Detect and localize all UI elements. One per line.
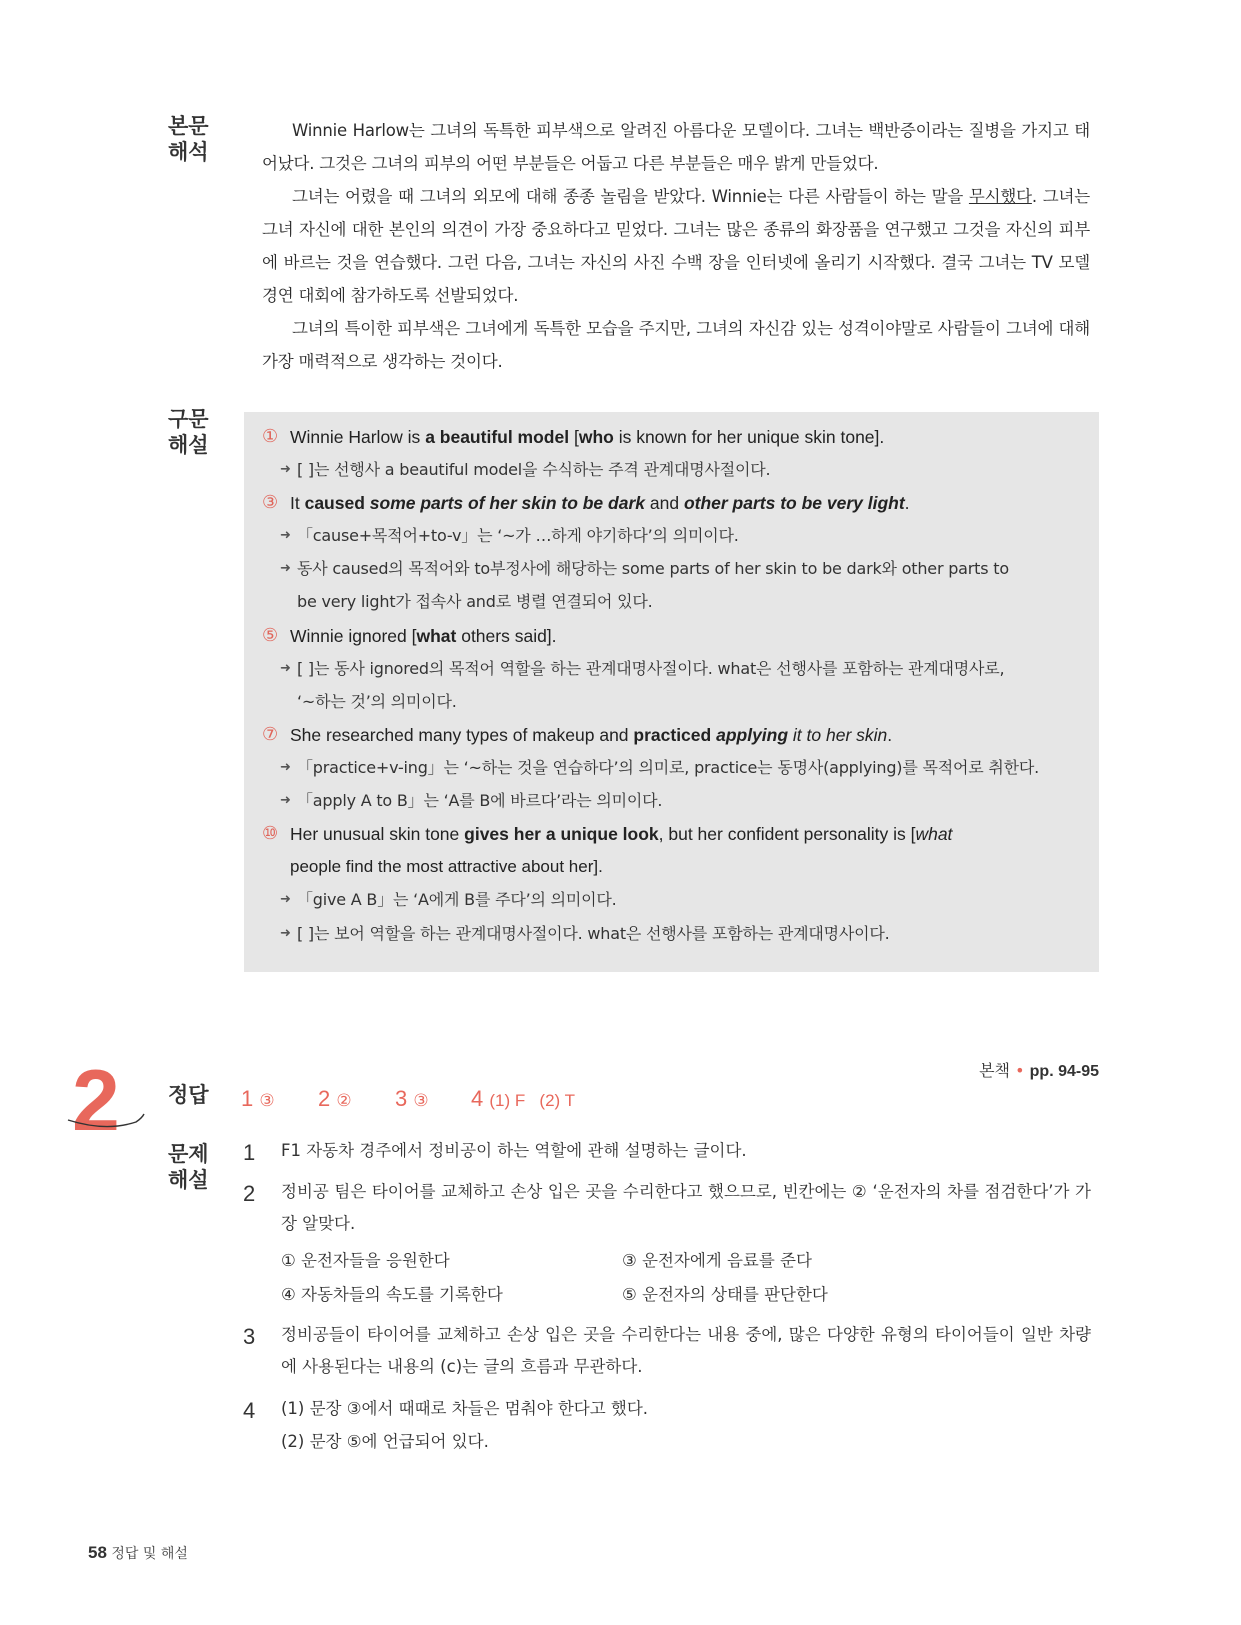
option: ① 운전자들을 응원한다 — [281, 1251, 450, 1270]
note-line: ➜ [ ]는 선행사 a beautiful model을 수식하는 주격 관계대명사절이다. — [297, 455, 770, 485]
note-line: ➜ [ ]는 보어 역할을 하는 관계대명사절이다. what은 선행사를 포함하는 관계대명사이다. — [297, 919, 890, 949]
question-explanation: F1 자동차 경주에서 정비공이 하는 역할에 관해 설명하는 글이다. — [281, 1141, 747, 1160]
question-explanation: (1) 문장 ③에서 때때로 차들은 멈춰야 한다고 했다. — [281, 1399, 649, 1418]
translation-paragraph: Winnie Harlow는 그녀의 독특한 피부색으로 알려진 아름다운 모델이다. 그녀는 백반증이라는 질병을 가지고 태어났다. 그것은 그녀의 피부의 어떤 부분들은 어둡고 다른 부분들은 매우 밝게 만들었다. — [262, 121, 1090, 173]
question-number: 2 — [243, 1181, 256, 1206]
sentence-number: ③ — [262, 492, 279, 513]
arrow-icon: ➜ — [280, 760, 291, 775]
note-line: ➜ 동사 caused의 목적어와 to부정사에 해당하는 some parts of her skin to be dark와 other parts to — [297, 554, 1009, 584]
question-explanation: (2) 문장 ⑤에 언급되어 있다. — [281, 1432, 489, 1451]
answer-3: 3 ③ — [395, 1086, 429, 1111]
explanation-label: 문제 해설 — [168, 1143, 209, 1192]
arrow-icon: ➜ — [280, 528, 291, 543]
note-line: ➜ 「give A B」는 ‘A에게 B를 주다’의 의미이다. — [297, 885, 617, 915]
question-number: 1 — [243, 1140, 256, 1165]
note-line: ➜ 「apply A to B」는 ‘A를 B에 바르다’라는 의미이다. — [297, 786, 662, 816]
question-number: 4 — [243, 1398, 256, 1423]
sentence-10: ⑩ Her unusual skin tone gives her a unique look, but her confident personality is [what — [290, 819, 952, 849]
note-line-continued: ‘~하는 것’의 의미이다. — [297, 692, 457, 711]
sentence-7: ⑦ She researched many types of makeup and practiced applying it to her skin. — [290, 720, 892, 750]
sentence-number: ① — [262, 426, 279, 447]
question-explanation: 정비공들이 타이어를 교체하고 손상 입은 곳을 수리한다는 내용 중에, 많은 다양한 유형의 타이어들이 일반 차량에 사용된다는 내용의 (c)는 글의 흐름과 무관하다. — [281, 1325, 1091, 1376]
section-label-translation: 본문 해석 — [168, 115, 209, 164]
question-explanation: 정비공 팀은 타이어를 교체하고 손상 입은 곳을 수리한다고 했으므로, 빈칸에는 ② ‘운전자의 차를 점검한다’가 가장 알맞다. — [281, 1182, 1091, 1233]
arrow-icon: ➜ — [280, 462, 291, 477]
page-footer — [88, 1543, 188, 1563]
page-reference: 본책 • pp. 94-95 — [979, 1061, 1099, 1080]
option: ④ 자동차들의 속도를 기록한다 — [281, 1285, 503, 1304]
section-label-syntax: 구문 해설 — [168, 408, 209, 457]
question-set-number: 2 — [72, 1053, 120, 1149]
translation-paragraph: 그녀의 특이한 피부색은 그녀에게 독특한 모습을 주지만, 그녀의 자신감 있는 성격이야말로 사람들이 그녀에 대해 가장 매력적으로 생각하는 것이다. — [262, 319, 1090, 371]
sentence-continued: people find the most attractive about her]. — [290, 857, 603, 876]
sentence-number: ⑦ — [262, 724, 279, 745]
option: ③ 운전자에게 음료를 준다 — [622, 1251, 812, 1270]
answer-4: 4 (1) F (2) T — [471, 1086, 576, 1111]
number-decoration-icon — [66, 1112, 146, 1136]
note-line: ➜ [ ]는 동사 ignored의 목적어 역할을 하는 관계대명사절이다. what은 선행사를 포함하는 관계대명사로, — [297, 654, 1004, 684]
note-line: ➜ 「practice+v-ing」는 ‘~하는 것을 연습하다’의 의미로, practice는 동명사(applying)를 목적어로 취한다. — [297, 753, 1039, 783]
underlined-word: 무시했다 — [968, 187, 1032, 206]
sentence-3: ③ It caused some parts of her skin to be dark and other parts to be very light. — [290, 488, 910, 518]
page-number: 58 — [88, 1543, 107, 1562]
note-line: ➜ 「cause+목적어+to-v」는 ‘~가 …하게 야기하다’의 의미이다. — [297, 521, 739, 551]
sentence-number: ⑤ — [262, 625, 279, 646]
sentence-number: ⑩ — [262, 823, 279, 844]
footer-title: 정답 및 해설 — [111, 1546, 188, 1562]
option: ⑤ 운전자의 상태를 판단한다 — [622, 1285, 828, 1304]
translation-body — [262, 114, 1090, 378]
answer-label: 정답 — [168, 1084, 209, 1107]
arrow-icon: ➜ — [280, 926, 291, 941]
question-number: 3 — [243, 1324, 256, 1349]
note-line-continued: be very light가 접속사 and로 병렬 연결되어 있다. — [297, 592, 653, 611]
sentence-5: ⑤ Winnie ignored [what others said]. — [290, 621, 557, 651]
arrow-icon: ➜ — [280, 561, 291, 576]
answer-2: 2 ② — [318, 1086, 352, 1111]
sentence-1: ① Winnie Harlow is a beautiful model [who is known for her unique skin tone]. — [290, 422, 884, 452]
translation-paragraph: 그녀는 어렸을 때 그녀의 외모에 대해 종종 놀림을 받았다. Winnie는 다른 사람들이 하는 말을 무시했다. 그녀는 그녀 자신에 대한 본인의 의견이 가장 중요하다고 믿었다. 그녀는 많은 종류의 화장품을 연구했고 그것을 자신의 피부에 바르는 것을 연습했다. 그런 다음, 그녀는 자신의 사진 수백 장을 인터넷에 올리기 시작했다. 결국 그녀는 TV 모델 경연 대회에 참가하도록 선발되었다. — [262, 187, 1090, 305]
answer-1: 1 ③ — [241, 1086, 275, 1111]
arrow-icon: ➜ — [280, 661, 291, 676]
arrow-icon: ➜ — [280, 793, 291, 808]
arrow-icon: ➜ — [280, 892, 291, 907]
